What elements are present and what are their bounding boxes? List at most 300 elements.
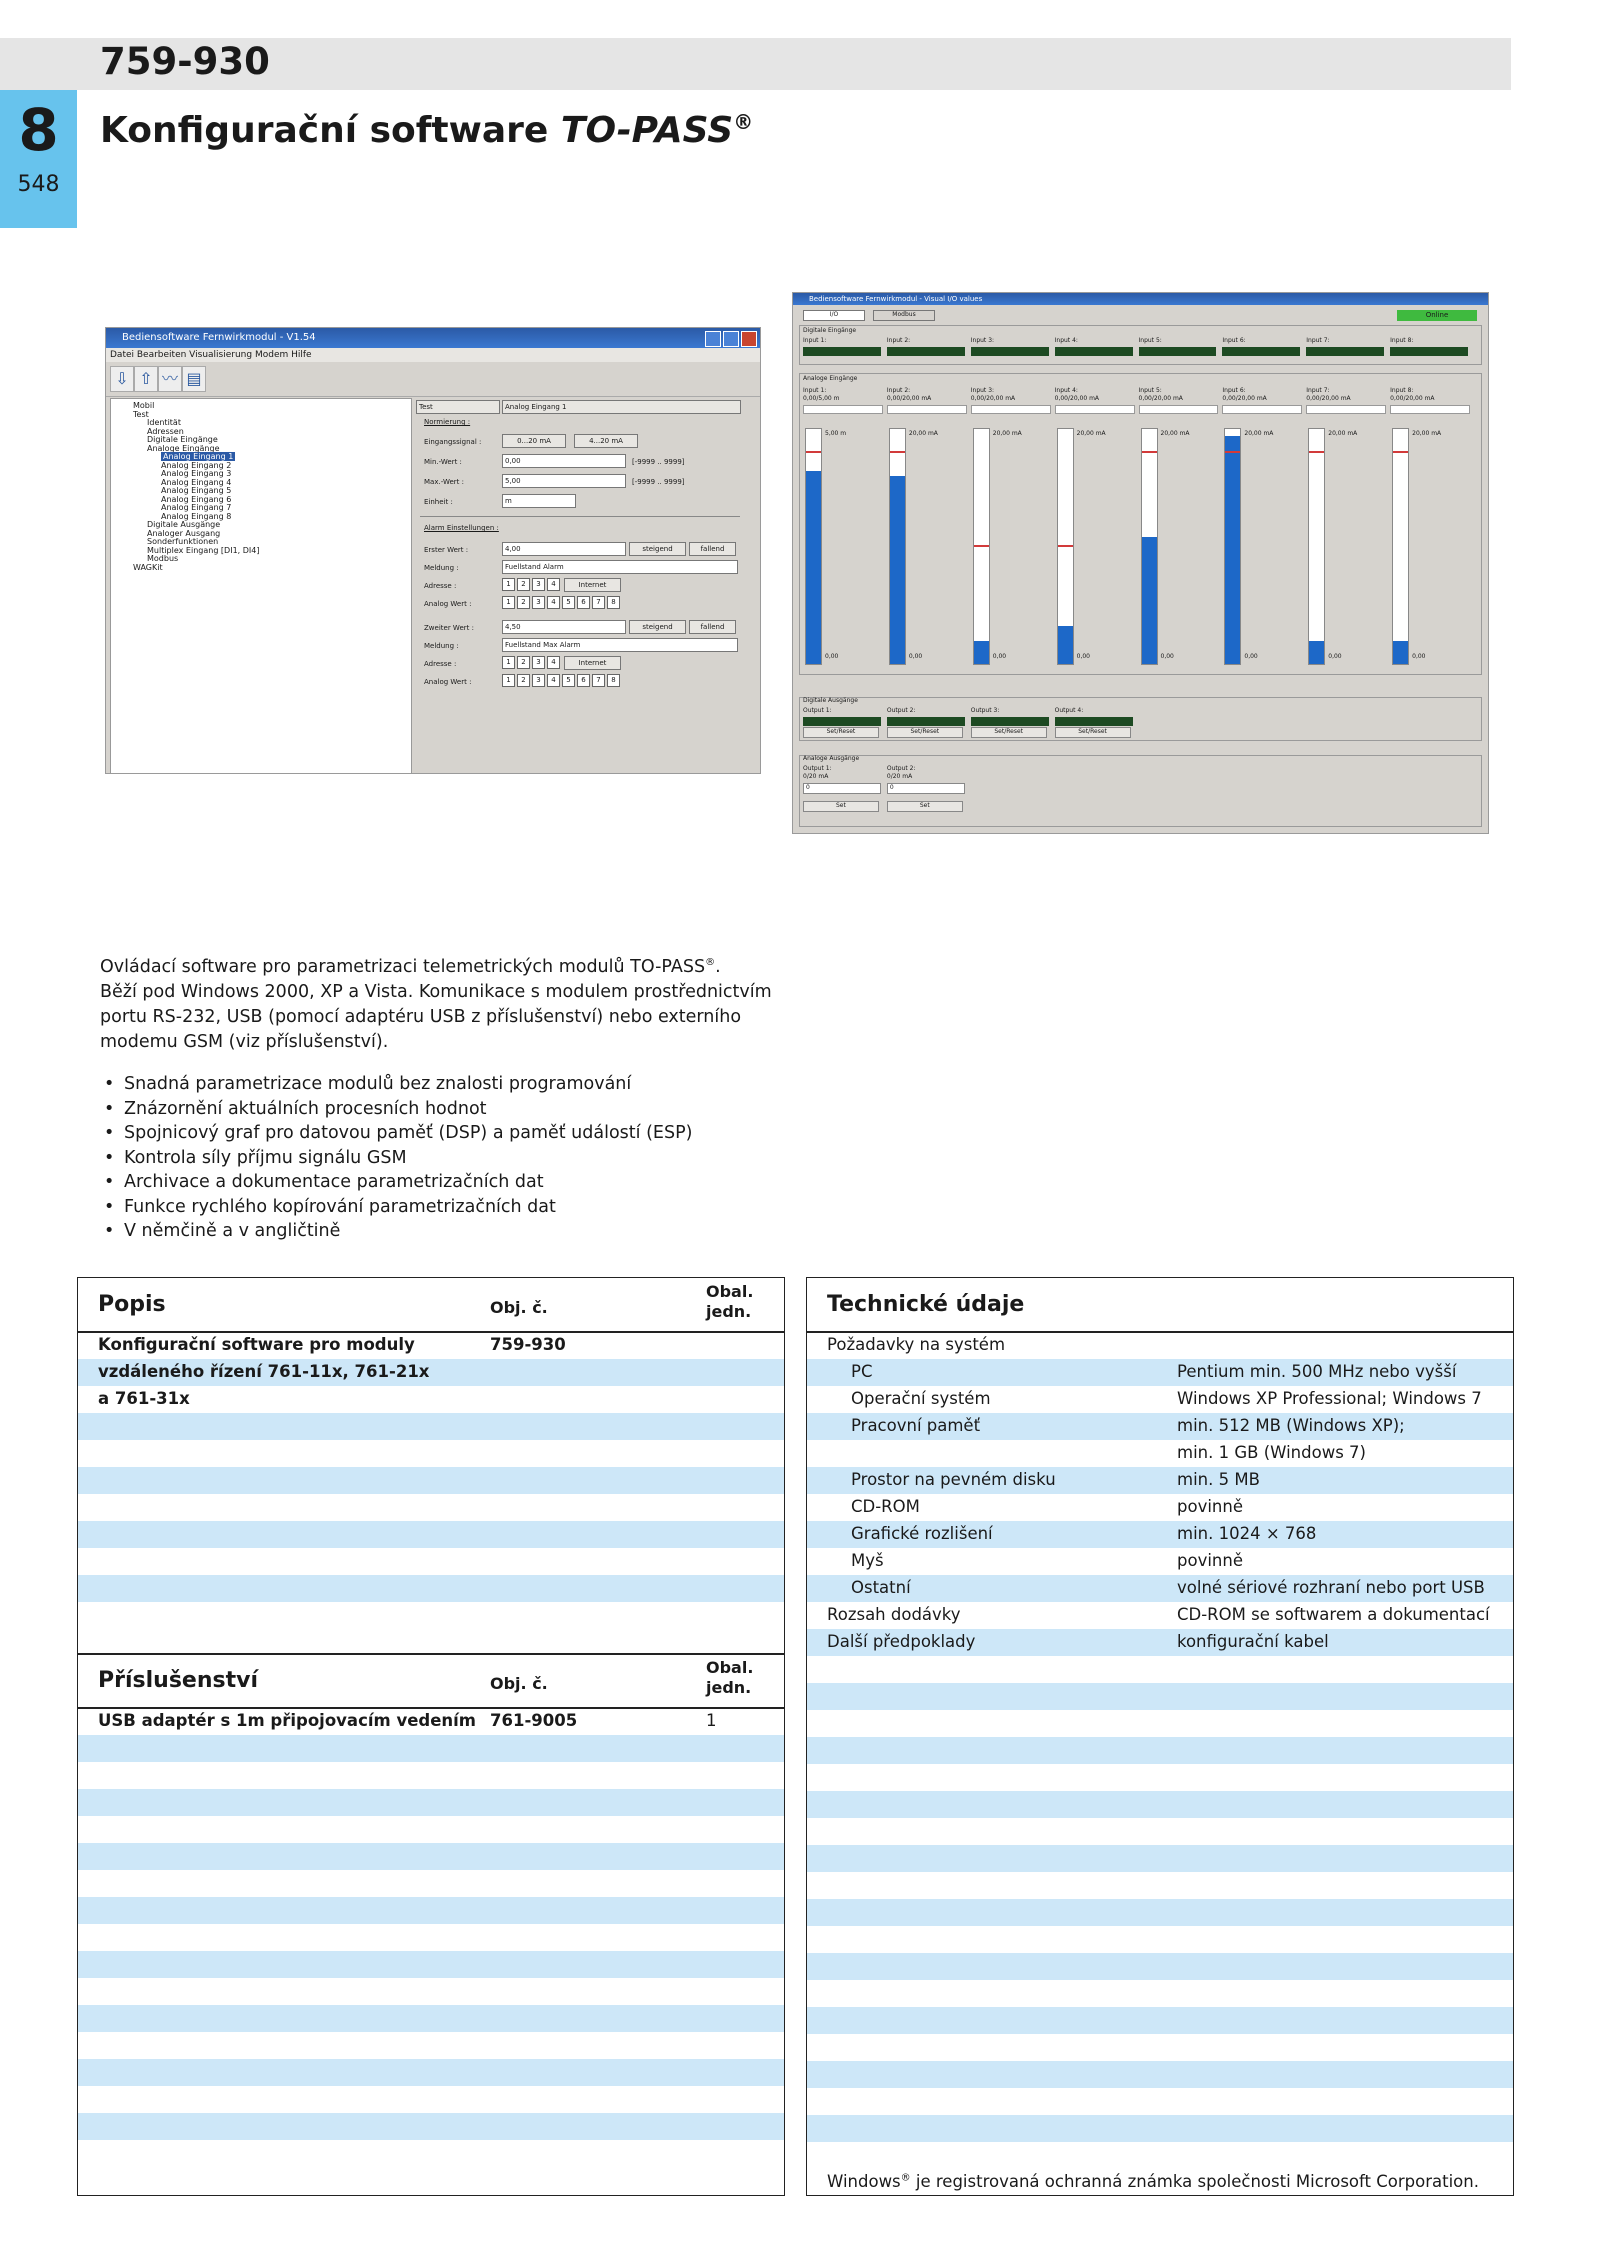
- digit-box: 3: [532, 674, 545, 687]
- table-row: [78, 1789, 784, 1816]
- footnote: [827, 2172, 1479, 2191]
- set-button: Set: [887, 801, 963, 812]
- message-field-2: Fuellstand Max Alarm: [502, 638, 738, 652]
- analog-range: 0,00/5,00 m: [803, 395, 840, 402]
- spec-value: Pentium min. 500 MHz nebo vyšší: [1177, 1362, 1457, 1381]
- set-reset-button: Set/Reset: [1055, 727, 1131, 738]
- footnote-pre: Windows: [827, 2172, 901, 2191]
- tech-heading: Technické údaje: [827, 1292, 1025, 1317]
- table-row: [78, 2086, 784, 2113]
- table-row: [807, 1656, 1513, 1683]
- analog-output-label: Output 2:: [886, 765, 916, 772]
- digital-input-indicator: [1139, 347, 1217, 356]
- digital-inputs-group: [799, 325, 1482, 365]
- title-reg-mark: ®: [733, 110, 754, 134]
- digit-box: 5: [562, 596, 575, 609]
- bar-min-label: 0,00: [1076, 653, 1090, 660]
- list-item: • V němčině a v angličtině: [100, 1219, 692, 1244]
- table-row: [78, 2032, 784, 2059]
- tree-item: Sonderfunktionen: [147, 537, 219, 546]
- bar-min-label: 0,00: [1160, 653, 1174, 660]
- table-row: [78, 1467, 784, 1494]
- message-label-2: Meldung :: [424, 642, 459, 650]
- digital-input-label: Input 5:: [1138, 337, 1162, 344]
- table-row: [78, 2005, 784, 2032]
- analog-output-field: 0: [803, 783, 881, 794]
- max-label: Max.-Wert :: [424, 478, 464, 486]
- bar-max-label: 20,00 mA: [992, 430, 1022, 437]
- col-order-number: Obj. č.: [490, 1298, 548, 1317]
- digit-box: 2: [517, 656, 530, 669]
- level-bar: [973, 428, 990, 665]
- table-row: [807, 1872, 1513, 1899]
- analog-inputs-label: Analoge Eingänge: [803, 375, 858, 382]
- chart-icon: 〰: [158, 366, 182, 392]
- bar-min-label: 0,00: [825, 653, 839, 660]
- digital-output-label: Output 4:: [1054, 707, 1084, 714]
- title-product: TO-PASS: [560, 110, 734, 151]
- level-bar: [1141, 428, 1158, 665]
- table-row: [78, 1951, 784, 1978]
- screenshot-visual-io-window: [792, 292, 1489, 834]
- table-row: [807, 1683, 1513, 1710]
- acc-divider-top: [78, 1653, 784, 1655]
- digit-box: 1: [502, 674, 515, 687]
- intro-paragraph: [100, 950, 800, 1055]
- digital-input-label: Input 2:: [886, 337, 911, 344]
- bar-min-label: 0,00: [1412, 653, 1426, 660]
- spec-value: povinně: [1177, 1497, 1243, 1516]
- tree-item: Analog Eingang 4: [161, 477, 232, 487]
- device-icon: ▤: [182, 366, 206, 392]
- table-row: [78, 2140, 784, 2167]
- spec-label: Rozsah dodávky: [827, 1605, 961, 1624]
- spec-label: Myš: [851, 1551, 884, 1570]
- tree-item: Analoge Eingänge: [147, 443, 220, 453]
- spec-value: Windows XP Professional; Windows 7: [1177, 1389, 1482, 1408]
- order-table: [77, 1277, 785, 2196]
- table-row: [78, 1548, 784, 1575]
- menu-bar: Datei Bearbeiten Visualisierung Modem Hilfe: [106, 348, 760, 362]
- digit-box: 5: [562, 674, 575, 687]
- table-row: [807, 2007, 1513, 2034]
- analog-input-label: Input 8:: [1390, 387, 1414, 394]
- table-row: [807, 1548, 1513, 1575]
- analog-range: 0,00/20,00 mA: [970, 395, 1016, 402]
- table-row: [78, 1816, 784, 1843]
- settings-panel: [414, 398, 754, 774]
- tree-item: Analog Eingang 2: [161, 460, 232, 470]
- table-row: [807, 1818, 1513, 1845]
- analog-value-field: [1306, 405, 1386, 414]
- digit-box: 8: [607, 596, 620, 609]
- rising-button-2: steigend: [629, 620, 686, 634]
- rising-button-1: steigend: [629, 542, 686, 556]
- download-arrow-icon: ⇩: [110, 366, 134, 392]
- table-row: [807, 1980, 1513, 2007]
- digital-input-indicator: [1306, 347, 1384, 356]
- table-row: [78, 1924, 784, 1951]
- product-code-cell: 759-930: [490, 1335, 566, 1354]
- signal-4-20-button: 4...20 mA: [574, 434, 638, 448]
- title-text: Konfigurační software: [100, 110, 561, 151]
- table-row: [78, 1575, 784, 1602]
- set-reset-button: Set/Reset: [887, 727, 963, 738]
- table-row: [78, 1521, 784, 1548]
- analog-input-label: Input 6:: [1222, 387, 1246, 394]
- table-row: [807, 1899, 1513, 1926]
- digit-box: 3: [532, 656, 545, 669]
- input-signal-label: Eingangssignal :: [424, 438, 482, 446]
- tree-item: Digitale Eingänge: [147, 435, 218, 444]
- digital-output-label: Output 2:: [886, 707, 916, 714]
- analog-range: 0,00/20,00 mA: [1306, 395, 1351, 402]
- tree-item: Multiplex Eingang [DI1, DI4]: [147, 545, 260, 555]
- analog-range: 0,00/20,00 mA: [1390, 395, 1435, 402]
- footnote-reg: ®: [900, 2172, 911, 2184]
- table-row: [807, 1845, 1513, 1872]
- analog-range: 0,00/20,00 mA: [1222, 395, 1267, 402]
- alarm-marker: [1309, 451, 1324, 453]
- digital-output-label: Output 3:: [970, 707, 1000, 714]
- spec-label: PC: [851, 1362, 873, 1381]
- spec-label: Ostatní: [851, 1578, 911, 1597]
- table-row: [78, 2113, 784, 2140]
- digit-box: 8: [607, 674, 620, 687]
- alarm-marker: [806, 451, 821, 453]
- spec-label: Grafické rozlišení: [851, 1524, 993, 1543]
- list-item: • Kontrola síly příjmu signálu GSM: [100, 1146, 692, 1171]
- message-label-1: Meldung :: [424, 564, 459, 572]
- tech-table: [806, 1277, 1514, 2196]
- window-titlebar: Bediensoftware Fernwirkmodul - V1.54: [106, 328, 760, 348]
- bar-max-label: 20,00 mA: [1412, 430, 1442, 437]
- analog-output-range: 0/20 mA: [886, 773, 913, 780]
- alarm-marker: [1225, 451, 1240, 453]
- alarm-marker: [1393, 451, 1408, 453]
- table-row: [78, 2059, 784, 2086]
- level-fill: [1142, 537, 1157, 664]
- digit-box: 3: [532, 596, 545, 609]
- online-status: Online: [1397, 310, 1477, 321]
- address-label-2: Adresse :: [424, 660, 457, 668]
- spec-value: min. 1 GB (Windows 7): [1177, 1443, 1366, 1462]
- digital-input-label: Input 4:: [1054, 337, 1078, 344]
- bar-max-label: 20,00 mA: [1076, 430, 1106, 437]
- digital-inputs-label: Digitale Eingänge: [803, 327, 857, 334]
- first-value-field: 4,00: [502, 542, 626, 556]
- upload-arrow-icon: ⇧: [134, 366, 158, 392]
- table-row: [78, 1413, 784, 1440]
- table-row: [78, 1897, 784, 1924]
- table-row: [78, 1735, 784, 1762]
- tree-item: Analog Eingang 6: [161, 494, 232, 504]
- table-row: [78, 1843, 784, 1870]
- digital-input-indicator: [1055, 347, 1133, 356]
- table-row: [807, 1764, 1513, 1791]
- max-field: 5,00: [502, 474, 626, 488]
- set-reset-button: Set/Reset: [803, 727, 879, 738]
- chapter-tab: [0, 90, 77, 228]
- bar-max-label: 20,00 mA: [908, 430, 938, 437]
- tab-modbus: Modbus: [873, 310, 935, 321]
- digit-box: 1: [502, 656, 515, 669]
- bar-max-label: 5,00 m: [825, 430, 847, 437]
- digit-box: 1: [502, 578, 515, 591]
- analog-value-field: [971, 405, 1051, 414]
- digit-box: 6: [577, 596, 590, 609]
- list-item: • Znázornění aktuálních procesních hodnot: [100, 1097, 692, 1122]
- product-code: 759-930: [100, 40, 270, 83]
- acc-col-order-number: Obj. č.: [490, 1674, 548, 1693]
- table-row: [807, 2061, 1513, 2088]
- analog-input-label: Input 3:: [970, 387, 995, 394]
- digital-input-label: Input 7:: [1306, 337, 1330, 344]
- chapter-number: 8: [18, 96, 59, 164]
- product-desc-line2: vzdáleného řízení 761-11x, 761-21x: [98, 1362, 430, 1381]
- analog-value-field: [887, 405, 967, 414]
- bar-min-label: 0,00: [992, 653, 1007, 660]
- order-heading: Popis: [98, 1292, 166, 1317]
- bar-max-label: 20,00 mA: [1328, 430, 1358, 437]
- col-unit: jedn.: [706, 1302, 752, 1321]
- analog-label-2: Analog Wert :: [424, 678, 472, 686]
- digital-input-indicator: [971, 347, 1049, 356]
- col-packaging: Obal.: [706, 1282, 754, 1301]
- table-row: [78, 1494, 784, 1521]
- set-reset-button: Set/Reset: [971, 727, 1047, 738]
- acc-col-packaging: Obal.: [706, 1658, 754, 1677]
- alarm-marker: [1058, 545, 1073, 547]
- table-row: [78, 1762, 784, 1789]
- digit-box: 4: [547, 596, 560, 609]
- digit-box: 2: [517, 674, 530, 687]
- analog-value-field: [1055, 405, 1135, 414]
- first-value-label: Erster Wert :: [424, 546, 469, 554]
- analog-output-label: Output 1:: [803, 765, 832, 772]
- bar-max-label: 20,00 mA: [1244, 430, 1274, 437]
- digit-box: 4: [547, 656, 560, 669]
- analog-input-label: Input 7:: [1306, 387, 1330, 394]
- spec-value: min. 1024 × 768: [1177, 1524, 1317, 1543]
- analog-input-label: Input 4:: [1054, 387, 1078, 394]
- internet-button-1: Internet: [564, 578, 621, 592]
- tree-item: Analog Eingang 1: [163, 452, 234, 461]
- digit-box: 6: [577, 674, 590, 687]
- tree-item: Modbus: [147, 554, 179, 563]
- analog-value-field: [1390, 405, 1470, 414]
- bar-min-label: 0,00: [1244, 653, 1258, 660]
- spec-value: povinně: [1177, 1551, 1243, 1570]
- toolbar: [106, 362, 760, 397]
- intro-reg-mark: ®: [705, 957, 716, 968]
- bar-max-label: 20,00 mA: [1160, 430, 1190, 437]
- table-row: [807, 1710, 1513, 1737]
- footnote-post: je registrovaná ochranná známka společnosti Microsoft Corporation.: [910, 2172, 1479, 2191]
- spec-value: CD-ROM se softwarem a dokumentací: [1177, 1605, 1490, 1624]
- digital-output-indicator: [887, 717, 965, 726]
- tree-item: Analog Eingang 8: [161, 511, 232, 521]
- digital-input-label: Input 1:: [803, 337, 827, 344]
- table-row: [807, 1440, 1513, 1467]
- alarm-marker: [890, 451, 905, 453]
- spec-label: CD-ROM: [851, 1497, 920, 1516]
- spec-value: konfigurační kabel: [1177, 1632, 1329, 1651]
- spec-label: Prostor na pevném disku: [851, 1470, 1056, 1489]
- message-field-1: Fuellstand Alarm: [502, 560, 738, 574]
- list-item: • Spojnicový graf pro datovou paměť (DSP) a paměť událostí (ESP): [100, 1121, 692, 1146]
- table-row: [78, 1978, 784, 2005]
- table-row: [78, 1870, 784, 1897]
- level-fill: [974, 641, 989, 665]
- analog-output-range: 0/20 mA: [803, 773, 829, 780]
- digital-input-indicator: [1222, 347, 1300, 356]
- tree-item: Adressen: [147, 426, 184, 436]
- table-row: [807, 1926, 1513, 1953]
- navigation-tree: [110, 398, 412, 774]
- max-range: [-9999 .. 9999]: [632, 478, 685, 486]
- spec-label: Operační systém: [851, 1389, 991, 1408]
- table-row: [78, 1602, 784, 1629]
- accessory-code: 761-9005: [490, 1711, 578, 1730]
- accessories-heading: Příslušenství: [98, 1668, 258, 1693]
- list-item: • Funkce rychlého kopírování parametrizačních dat: [100, 1195, 692, 1220]
- level-bar: [1224, 428, 1241, 665]
- alarm-settings-label: Alarm Einstellungen :: [424, 524, 499, 532]
- digital-input-indicator: [1390, 347, 1468, 356]
- bar-min-label: 0,00: [1328, 653, 1342, 660]
- feature-list: [100, 1072, 692, 1244]
- acc-col-unit: jedn.: [706, 1678, 752, 1697]
- digital-output-indicator: [1055, 717, 1133, 726]
- analog-input-label: Input 5:: [1138, 387, 1162, 394]
- tree-item: WAGKit: [133, 562, 163, 572]
- unit-field: m: [502, 494, 576, 508]
- tree-item: Mobil: [133, 401, 155, 410]
- level-bar: [889, 428, 906, 665]
- digital-input-label: Input 6:: [1222, 337, 1246, 344]
- panel-header-right: Analog Eingang 1: [502, 400, 741, 414]
- internet-button-2: Internet: [564, 656, 621, 670]
- level-fill: [806, 471, 821, 664]
- level-bar: [1057, 428, 1074, 665]
- analog-input-label: Input 2:: [886, 387, 911, 394]
- min-label: Min.-Wert :: [424, 458, 462, 466]
- normierung-label: Normierung :: [424, 418, 471, 426]
- digital-output-indicator: [971, 717, 1049, 726]
- list-item: • Archivace a dokumentace parametrizačních dat: [100, 1170, 692, 1195]
- analog-input-label: Input 1:: [803, 387, 827, 394]
- analog-range: 0,00/20,00 mA: [1138, 395, 1183, 402]
- digit-box: 1: [502, 596, 515, 609]
- intro-line1: Ovládací software pro parametrizaci telemetrických modulů TO-PASS: [100, 956, 706, 977]
- digit-box: 7: [592, 596, 605, 609]
- page-title: [100, 110, 753, 151]
- tree-item: Digitale Ausgänge: [147, 520, 221, 529]
- digit-box: 4: [547, 578, 560, 591]
- tree-item: Analoger Ausgang: [147, 528, 221, 538]
- spec-label: Pracovní paměť: [851, 1416, 981, 1435]
- analog-value-field: [1222, 405, 1302, 414]
- table-row: [807, 1953, 1513, 1980]
- digit-box: 3: [532, 578, 545, 591]
- panel-header-left: Test: [416, 400, 500, 414]
- level-fill: [1309, 641, 1324, 665]
- intro-rest: Běží pod Windows 2000, XP a Vista. Komunikace s modulem prostřednictvím portu RS-232, USB (pomocí adaptéru USB z příslušenství) nebo externího modemu GSM (viz příslušenství).: [100, 981, 772, 1052]
- second-value-label: Zweiter Wert :: [424, 624, 474, 632]
- product-desc-line3: a 761-31x: [98, 1389, 190, 1408]
- min-field: 0,00: [502, 454, 626, 468]
- digital-output-label: Output 1:: [803, 707, 832, 714]
- digit-box: 2: [517, 596, 530, 609]
- tree-item: Test: [133, 409, 149, 419]
- table-row: [807, 2088, 1513, 2115]
- signal-0-20-button: 0...20 mA: [502, 434, 566, 448]
- analog-outputs-label: Analoge Ausgänge: [803, 755, 860, 762]
- level-fill: [890, 476, 905, 664]
- level-fill: [1393, 641, 1408, 665]
- product-desc-line1: Konfigurační software pro moduly: [98, 1335, 415, 1354]
- level-bar: [1392, 428, 1409, 665]
- table-row: [807, 2034, 1513, 2061]
- page-number: 548: [17, 172, 60, 197]
- spec-value: volné sériové rozhraní nebo port USB: [1177, 1578, 1485, 1597]
- digital-input-label: Input 8:: [1390, 337, 1414, 344]
- set-button: Set: [803, 801, 879, 812]
- analog-range: 0,00/20,00 mA: [1054, 395, 1100, 402]
- digital-outputs-label: Digitale Ausgänge: [803, 697, 858, 704]
- screenshot-config-window: [105, 327, 761, 774]
- analog-label-1: Analog Wert :: [424, 600, 472, 608]
- analog-output-field: 0: [887, 783, 965, 794]
- spec-label: Další předpoklady: [827, 1632, 976, 1651]
- analog-value-field: [803, 405, 883, 414]
- level-bar: [1308, 428, 1325, 665]
- digit-box: 2: [517, 578, 530, 591]
- alarm-marker: [1142, 451, 1157, 453]
- intro-period: .: [715, 956, 721, 977]
- spec-value: min. 512 MB (Windows XP);: [1177, 1416, 1405, 1435]
- tab-io: I/O: [803, 310, 865, 321]
- analog-range: 0,00/20,00 mA: [886, 395, 932, 402]
- digit-box: 7: [592, 674, 605, 687]
- list-item: • Snadná parametrizace modulů bez znalosti programování: [100, 1072, 692, 1097]
- tree-item: Analog Eingang 5: [161, 486, 232, 495]
- table-row: [807, 2115, 1513, 2142]
- spec-label: Požadavky na systém: [827, 1335, 1006, 1354]
- window-titlebar: Bediensoftware Fernwirkmodul - Visual I/O values: [793, 293, 1488, 305]
- falling-button-1: fallend: [689, 542, 736, 556]
- spec-value: min. 5 MB: [1177, 1470, 1260, 1489]
- level-fill: [1058, 626, 1073, 664]
- digital-input-label: Input 3:: [970, 337, 995, 344]
- second-value-field: 4,50: [502, 620, 626, 634]
- digit-box: 4: [547, 674, 560, 687]
- accessory-name: USB adaptér s 1m připojovacím vedením: [98, 1711, 476, 1730]
- separator: [420, 516, 740, 517]
- falling-button-2: fallend: [689, 620, 736, 634]
- unit-label: Einheit :: [424, 498, 453, 506]
- digital-input-indicator: [803, 347, 881, 356]
- analog-value-field: [1139, 405, 1219, 414]
- alarm-marker: [974, 545, 989, 547]
- table-row: [807, 1737, 1513, 1764]
- level-bar: [805, 428, 822, 665]
- tree-item: Identität: [147, 418, 181, 427]
- accessory-qty: 1: [706, 1711, 717, 1730]
- tree-item: Analog Eingang 7: [161, 503, 232, 512]
- table-row: [807, 1791, 1513, 1818]
